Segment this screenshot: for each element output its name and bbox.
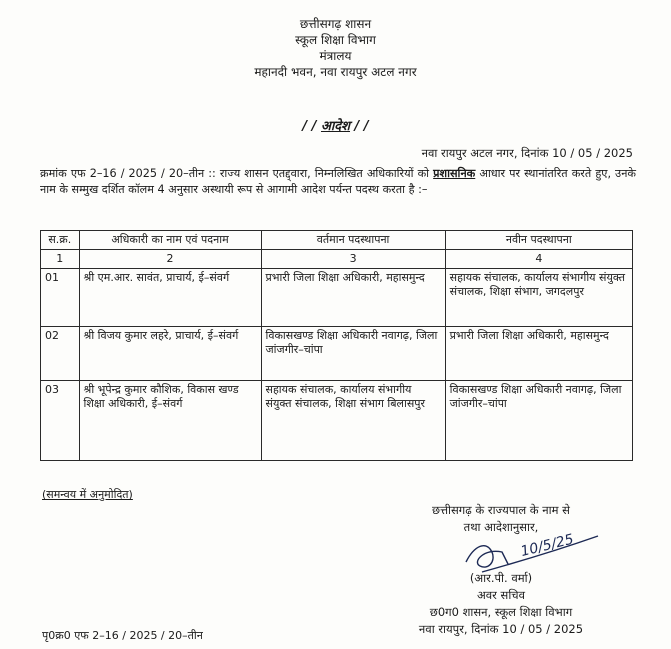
paragraph-part2: आधार पर स्थानांतरित करते हुए, उनके नाम के सम्मुख दर्शित कॉलम 4 अनुसार अस्थायी रूप से आगामी आदेश पर्यन्त पदस्थ करता है :– bbox=[40, 167, 636, 196]
signatory-place-date: नवा रायपुर, दिनांक 10 / 05 / 2025 bbox=[418, 622, 584, 636]
header-current: वर्तमान पदस्थापना bbox=[261, 231, 445, 250]
ministry-title: मंत्रालय bbox=[319, 49, 352, 63]
row-current: प्रभारी जिला शिक्षा अधिकारी, महासमुन्द bbox=[261, 269, 445, 327]
transfer-table bbox=[40, 230, 633, 461]
order-paragraph bbox=[40, 166, 636, 198]
row-sno: 03 bbox=[41, 381, 80, 461]
header-sno: स.क्र. bbox=[41, 231, 80, 250]
row-name: श्री विजय कुमार लहरे, प्राचार्य, ई–संवर्ग bbox=[79, 327, 261, 381]
order-heading-prefix: / / bbox=[302, 119, 321, 134]
table-row bbox=[41, 381, 633, 461]
row-new: प्रभारी जिला शिक्षा अधिकारी, महासमुन्द bbox=[445, 327, 632, 381]
approval-note: (समन्वय में अनुमोदित) bbox=[42, 488, 133, 501]
colnum-4: 4 bbox=[445, 250, 632, 269]
signatory-designation: अवर सचिव bbox=[477, 588, 525, 602]
table-colnum-row bbox=[41, 250, 633, 269]
signatory-department: छ0ग0 शासन, स्कूल शिक्षा विभाग bbox=[429, 605, 573, 619]
colnum-3: 3 bbox=[261, 250, 445, 269]
department-title: स्कूल शिक्षा विभाग bbox=[295, 33, 376, 47]
row-new: सहायक संचालक, कार्यालय संभागीय संयुक्त संचालक, शिक्षा संभाग, जगदलपुर bbox=[445, 269, 632, 327]
table-header-row bbox=[41, 231, 633, 250]
row-sno: 02 bbox=[41, 327, 80, 381]
signature-line1: छत्तीसगढ़ के राज्यपाल के नाम से bbox=[432, 503, 570, 517]
order-heading-word: आदेश bbox=[320, 119, 351, 134]
row-name: श्री भूपेन्द्र कुमार कौशिक, विकास खण्ड शिक्षा अधिकारी, ई–संवर्ग bbox=[79, 381, 261, 461]
order-heading bbox=[0, 116, 671, 134]
colnum-2: 2 bbox=[79, 250, 261, 269]
table-row bbox=[41, 269, 633, 327]
table-row bbox=[41, 327, 633, 381]
row-current: विकासखण्ड शिक्षा अधिकारी नवागढ़, जिला जांजगीर–चांपा bbox=[261, 327, 445, 381]
endorsement-number: पृ0क्र0 एफ 2–16 / 2025 / 20–तीन bbox=[42, 629, 203, 642]
colnum-1: 1 bbox=[41, 250, 80, 269]
signature-date: 10/5/25 bbox=[519, 531, 576, 561]
signatory-name: (आर.पी. वर्मा) bbox=[469, 571, 533, 585]
place-date: नवा रायपुर अटल नगर, दिनांक 10 / 05 / 2025 bbox=[421, 146, 633, 160]
row-current: सहायक संचालक, कार्यालय संभागीय संयुक्त संचालक, शिक्षा संभाग बिलासपुर bbox=[261, 381, 445, 461]
paragraph-part1: क्रमांक एफ 2–16 / 2025 / 20–तीन :: राज्य शासन एतद्द्वारा, निम्नलिखित अधिकारियों को bbox=[40, 167, 434, 180]
row-name: श्री एम.आर. सावंत, प्राचार्य, ई–संवर्ग bbox=[79, 269, 261, 327]
paragraph-underlined: प्रशासनिक bbox=[433, 167, 476, 180]
govt-title: छत्तीसगढ़ शासन bbox=[299, 17, 372, 31]
signature-line2: तथा आदेशानुसार, bbox=[463, 520, 539, 534]
header-name: अधिकारी का नाम एवं पदनाम bbox=[79, 231, 261, 250]
order-heading-suffix: / / bbox=[350, 119, 369, 134]
row-new: विकासखण्ड शिक्षा अधिकारी नवागढ़, जिला जांजगीर–चांपा bbox=[445, 381, 632, 461]
address-line: महानदी भवन, नवा रायपुर अटल नगर bbox=[254, 65, 417, 79]
row-sno: 01 bbox=[41, 269, 80, 327]
header-new: नवीन पदस्थापना bbox=[445, 231, 632, 250]
